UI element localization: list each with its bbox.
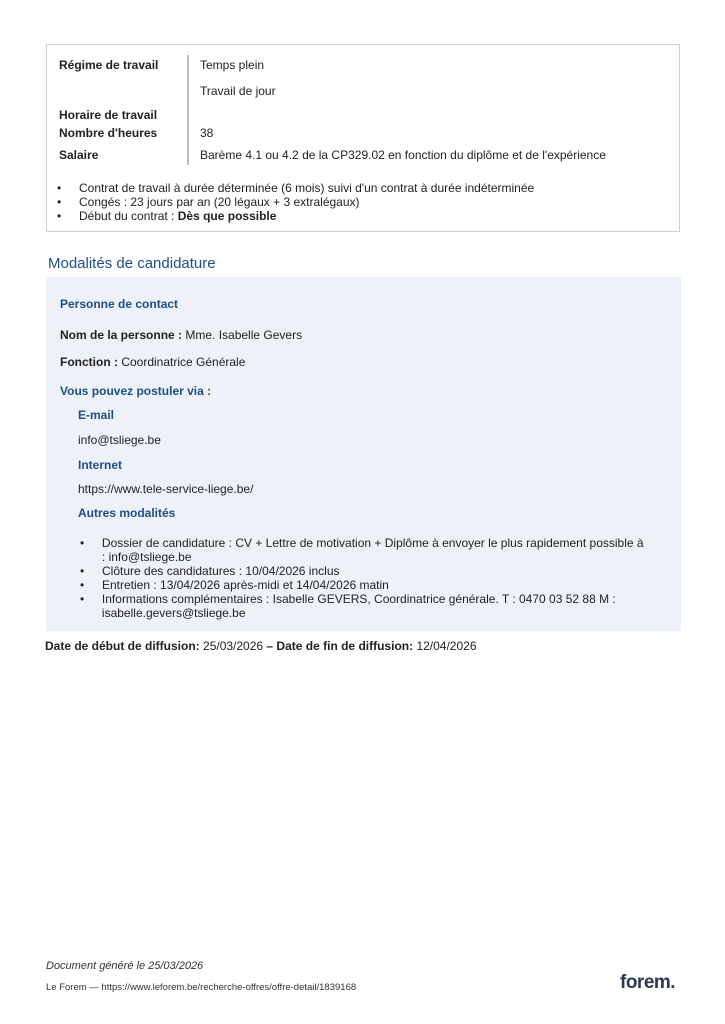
start-label: Date de début de diffusion:: [45, 639, 200, 653]
start-value: 25/03/2026: [203, 639, 264, 653]
heures-label: Nombre d'heures: [59, 126, 158, 140]
list-item: • Clôture des candidatures : 10/04/2026 inclus: [80, 564, 340, 578]
bullet-icon: •: [80, 592, 85, 606]
other-modalities-list: [80, 536, 650, 620]
diffusion-dates: [45, 639, 477, 653]
contact-function: Fonction : Coordinatrice Générale: [60, 355, 246, 369]
list-item: • Congés : 23 jours par an (20 légaux + 3 extralégaux): [57, 195, 360, 209]
end-value: 12/04/2026: [416, 639, 477, 653]
list-item: • Contrat de travail à durée déterminée (6 mois) suivi d'un contrat à durée indéterminée: [57, 181, 535, 195]
end-label: – Date de fin de diffusion:: [266, 639, 414, 653]
bullet-icon: •: [80, 564, 85, 578]
work-conditions-box: [46, 44, 680, 232]
list-item: • Entretien : 13/04/2026 après-midi et 14/04/2026 matin: [80, 578, 389, 592]
salaire-value: Barème 4.1 ou 4.2 de la CP329.02 en fonction du diplôme et de l'expérience: [200, 148, 606, 162]
contact-panel: [46, 277, 681, 631]
salaire-label: Salaire: [59, 148, 99, 162]
email-heading: E-mail: [78, 408, 115, 422]
internet-link[interactable]: https://www.tele-service-liege.be/: [78, 482, 254, 496]
conditions-list: [57, 181, 534, 223]
column-divider: [187, 55, 189, 165]
email-link[interactable]: info@tsliege.be: [78, 433, 161, 447]
generated-date: Document généré le 25/03/2026: [46, 960, 204, 972]
bullet-icon: •: [57, 181, 62, 195]
bullet-icon: •: [57, 195, 62, 209]
bullet-icon: •: [80, 536, 85, 550]
list-item: [57, 209, 534, 223]
bullet-icon: •: [80, 578, 85, 592]
bullet-icon: •: [57, 209, 62, 223]
regime-value-1: Temps plein: [200, 58, 265, 72]
regime-value-2: Travail de jour: [200, 84, 276, 98]
list-item: • Informations complémentaires : Isabelle GEVERS, Coordinatrice générale. T : 0470 03 52 88 M : isabelle.gevers@tsliege.be: [80, 592, 616, 620]
forem-logo: forem.: [620, 972, 676, 993]
internet-heading: Internet: [78, 458, 123, 472]
regime-label: Régime de travail: [59, 58, 159, 72]
apply-heading: Vous pouvez postuler via :: [60, 384, 212, 398]
footer-url: Le Forem — https://www.leforem.be/recherche-offres/offre-detail/1839168: [46, 982, 357, 993]
list-item: • Dossier de candidature : CV + Lettre de motivation + Diplôme à envoyer le plus rapidement possible à : info@tsliege.be: [80, 536, 644, 564]
contact-name: Nom de la personne : Mme. Isabelle Gevers: [60, 328, 303, 342]
horaire-label: Horaire de travail: [59, 108, 158, 122]
debut-value: Dès que possible: [177, 209, 277, 223]
contact-heading: Personne de contact: [60, 297, 179, 311]
other-heading: Autres modalités: [78, 506, 176, 520]
heures-value: 38: [200, 126, 214, 140]
section-title-candidature: Modalités de candidature: [48, 255, 216, 272]
debut-prefix: Début du contrat :: [79, 209, 178, 223]
